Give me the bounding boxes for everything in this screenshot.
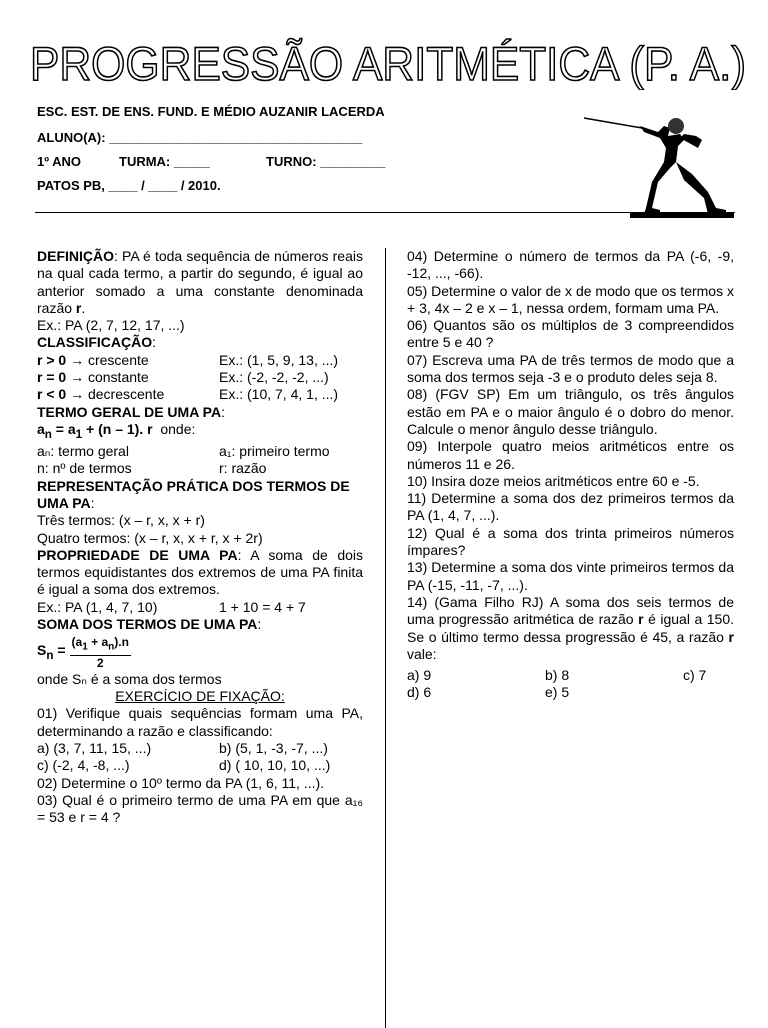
general-term-row <box>37 460 363 477</box>
property-block <box>37 547 363 599</box>
date-line <box>37 178 221 193</box>
sum-colon: : <box>257 616 262 633</box>
question-06: 06) Quantos são os múltiplos de 3 compreendidos entre 5 e 40 ? <box>407 317 734 351</box>
class-example: Ex.: (10, 7, 4, 1, ...) <box>219 386 339 403</box>
school-name: ESC. EST. DE ENS. FUND. E MÉDIO AUZANIR LACERDA <box>37 104 385 119</box>
definition-title: DEFINIÇÃO <box>37 248 114 264</box>
class-label: → decrescente <box>66 386 165 403</box>
question-14 <box>407 594 734 663</box>
date-blank[interactable]: ____ / ____ / 2010. <box>108 178 221 193</box>
definition-example: Ex.: PA (2, 7, 12, 17, ...) <box>37 317 185 334</box>
sum-denominator: 2 <box>96 655 104 670</box>
class-example: Ex.: (1, 5, 9, 13, ...) <box>219 351 339 368</box>
shift-blank[interactable]: _________ <box>320 154 386 169</box>
year-label: 1º ANO <box>37 154 81 169</box>
question-08: 08) (FGV SP) Em um triângulo, os três ângulos estão em PA e o maior ângulo é o dobro do menor. Calcule o menor ângulo desse triângulo. <box>407 386 734 437</box>
q01-options-row <box>37 757 363 774</box>
column-divider <box>385 248 386 1028</box>
exercises-title: EXERCÍCIO DE FIXAÇÃO: <box>115 688 285 705</box>
general-term-colon: : <box>221 403 225 420</box>
general-term-title: TERMO GERAL DE UMA PA <box>37 403 222 420</box>
question-05: 05) Determine o valor de x de modo que os termos x + 3, 4x – 2 e x – 1, nessa ordem, formam uma PA. <box>407 282 734 316</box>
class-label: TURMA: <box>119 154 171 169</box>
sum-where: onde Sₙ é a soma dos termos <box>37 670 222 687</box>
student-line <box>37 130 362 145</box>
q14-option: b) 8 <box>545 667 570 684</box>
q01-option: a) (3, 7, 11, 15, ...) <box>37 739 152 756</box>
q14-text-c: vale: <box>407 645 437 662</box>
representation-three: Três termos: (x – r, x, x + r) <box>37 512 205 529</box>
classification-colon: : <box>152 334 157 351</box>
property-title: PROPRIEDADE DE UMA PA <box>37 546 238 563</box>
q14-text-a: 14) (Gama Filho RJ) A soma dos seis termos de uma progressão aritmética de razão <box>407 593 734 628</box>
definition-block <box>37 248 363 317</box>
q14-r: r <box>638 611 644 628</box>
general-term-def: r: razão <box>219 460 267 477</box>
question-01: 01) Verifique quais sequências formam uma PA, determinando a razão e classificando: <box>37 705 363 739</box>
question-09: 09) Interpole quatro meios aritméticos entre os números 11 e 26. <box>407 438 734 472</box>
q01-option: b) (5, 1, -3, -7, ...) <box>219 739 328 756</box>
property-example-pa: Ex.: PA (1, 4, 7, 10) <box>37 598 158 615</box>
classification-title-line <box>37 334 363 351</box>
question-13: 13) Determine a soma dos vinte primeiros termos da PA (-15, -11, -7, ...). <box>407 559 734 593</box>
question-12: 12) Qual é a soma dos trinta primeiros números ímpares? <box>407 524 734 559</box>
general-term-formula: $a_n = a_1 + (n - 1)$. r onde: <box>37 420 196 441</box>
q01-option: c) (-2, 4, -8, ...) <box>37 757 130 774</box>
shift-label: TURNO: <box>266 154 317 169</box>
title-text: PROGRESSÃO ARITMÉTICA (P. A.) <box>30 37 746 90</box>
question-03: 03) Qual é o primeiro termo de uma PA em que a₁₆ = 53 e r = 4 ? <box>37 791 363 826</box>
q14-option: e) 5 <box>545 684 570 701</box>
classification-row <box>37 352 363 369</box>
definition-text: : PA é toda sequência de números reais na qual cada termo, a partir do segundo, é igual ao anterior somado a uma constante denominada razão <box>37 248 363 316</box>
property-example-sum: 1 + 10 = 4 + 7 <box>219 598 306 615</box>
class-line <box>37 154 385 169</box>
q14-text-b: é igual a 150. Se o último termo dessa progressão é 45, a razão <box>407 611 734 645</box>
city-label: PATOS PB, <box>37 178 105 193</box>
classification-row <box>37 386 363 403</box>
general-term-def: a₁: primeiro termo <box>219 443 330 460</box>
general-term-row <box>37 443 363 460</box>
question-10: 10) Insira doze meios aritméticos entre 60 e -5. <box>407 472 700 489</box>
left-column <box>37 248 363 826</box>
q14-option: a) 9 <box>407 667 432 684</box>
class-cond: r < 0 <box>37 386 67 403</box>
representation-colon: : <box>90 494 95 511</box>
sum-title-line <box>37 616 363 633</box>
sum-fraction: $\frac{(a_1 + a_n).n}{2}$ <box>71 635 129 670</box>
question-04: 04) Determine o número de termos da PA (-6, -9, -12, ..., -66). <box>407 248 734 282</box>
general-term-def: aₙ: termo geral <box>37 443 129 460</box>
class-cond: r > 0 <box>37 351 67 368</box>
classification-row <box>37 369 363 386</box>
student-blank[interactable]: ___________________________________ <box>109 130 363 145</box>
question-02: 02) Determine o 10º termo da PA (1, 6, 11, ...). <box>37 774 325 791</box>
sum-title: SOMA DOS TERMOS DE UMA PA <box>37 616 258 633</box>
q01-options-row <box>37 740 363 757</box>
general-term-onde: onde: <box>160 420 196 437</box>
class-label: → crescente <box>66 351 149 368</box>
class-example: Ex.: (-2, -2, -2, ...) <box>219 369 329 386</box>
right-column <box>407 248 734 702</box>
class-label: → constante <box>66 369 149 386</box>
q14-option: d) 6 <box>407 684 432 701</box>
property-example <box>37 599 363 616</box>
page-title <box>30 34 750 90</box>
q14-option: c) 7 <box>683 667 707 684</box>
definition-dot: . <box>81 299 86 316</box>
representation-four: Quatro termos: (x – r, x, x + r, x + 2r) <box>37 529 263 546</box>
question-11: 11) Determine a soma dos dez primeiros termos da PA (1, 4, 7, ...). <box>407 490 734 524</box>
class-cond: r = 0 <box>37 369 67 386</box>
q14-options <box>407 667 734 702</box>
property-text: : A soma de dois termos equidistantes dos extremos de uma PA finita é igual a soma dos extremos. <box>37 546 364 598</box>
general-term-title-line <box>37 404 363 421</box>
general-term-def: n: nº de termos <box>37 460 132 477</box>
representation-title-line <box>37 478 363 513</box>
representation-title: REPRESENTAÇÃO PRÁTICA DOS TERMOS DE UMA PA <box>37 477 350 511</box>
class-blank[interactable]: _____ <box>173 154 211 169</box>
question-07: 07) Escreva uma PA de três termos de modo que a soma dos termos seja -3 e o produto deles seja 8. <box>407 351 734 386</box>
student-label: ALUNO(A): <box>37 130 106 145</box>
q01-option: d) ( 10, 10, 10, ...) <box>219 757 331 774</box>
fencer-illustration <box>580 112 735 218</box>
q14-r: r <box>728 628 734 645</box>
header-rule <box>35 212 735 213</box>
classification-title: CLASSIFICAÇÃO <box>37 334 153 351</box>
sum-formula: $S_n$ = $\frac{(a_1 + a_n).n}{2}$ <box>37 635 129 670</box>
definition-r: r <box>75 299 82 316</box>
